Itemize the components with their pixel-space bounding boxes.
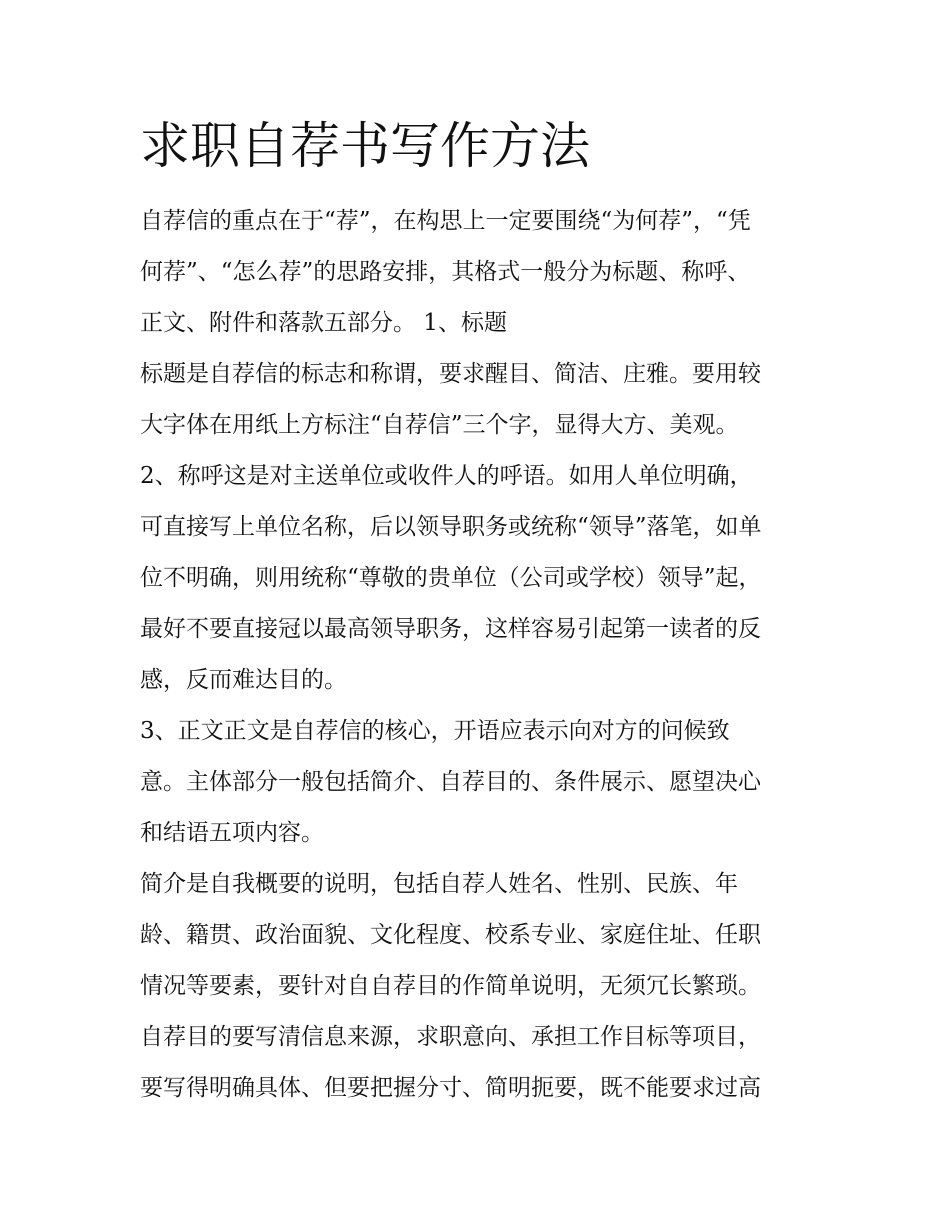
body-line: 何荐”、“怎么荐”的思路安排，其格式一般分为标题、称呼、 <box>140 259 751 285</box>
body-line: 自荐信的重点在于“荐”，在构思上一定要围绕“为何荐”，“凭 <box>140 208 751 234</box>
body-line: 大字体在用纸上方标注“自荐信”三个字，显得大方、美观。 <box>140 412 739 438</box>
body-line: 位不明确，则用统称“尊敬的贵单位（公司或学校）领导”起， <box>140 565 762 591</box>
body-line: 意。主体部分一般包括简介、自荐目的、条件展示、愿望决心 <box>140 769 761 795</box>
body-line: 要写得明确具体、但要把握分寸、简明扼要，既不能要求过高 <box>140 1075 761 1101</box>
body-line: 最好不要直接冠以最高领导职务，这样容易引起第一读者的反 <box>140 616 761 642</box>
body-line: 情况等要素，要针对自自荐目的作简单说明，无须冗长繁琐。 <box>140 973 761 999</box>
document-body <box>140 196 816 1114</box>
body-line: 可直接写上单位名称，后以领导职务或统称“领导”落笔，如单 <box>140 514 762 540</box>
body-line: 3、正文正文是自荐信的核心，开语应表示向对方的问候致 <box>140 718 730 744</box>
body-line: 感，反而难达目的。 <box>140 667 347 693</box>
body-line: 和结语五项内容。 <box>140 820 324 846</box>
body-line: 简介是自我概要的说明，包括自荐人姓名、性别、民族、年 <box>140 871 738 897</box>
body-line: 龄、籍贯、政治面貌、文化程度、校系专业、家庭住址、任职 <box>140 922 761 948</box>
body-line: 标题是自荐信的标志和称谓，要求醒目、简洁、庄雅。要用较 <box>140 361 761 387</box>
body-line: 正文、附件和落款五部分。 1、标题 <box>140 310 507 336</box>
document-title: 求职自荐书写作方法 <box>140 117 590 175</box>
body-line: 2、称呼这是对主送单位或收件人的呼语。如用人单位明确， <box>140 463 753 489</box>
body-line: 自荐目的要写清信息来源，求职意向、承担工作目标等项目， <box>140 1024 761 1050</box>
